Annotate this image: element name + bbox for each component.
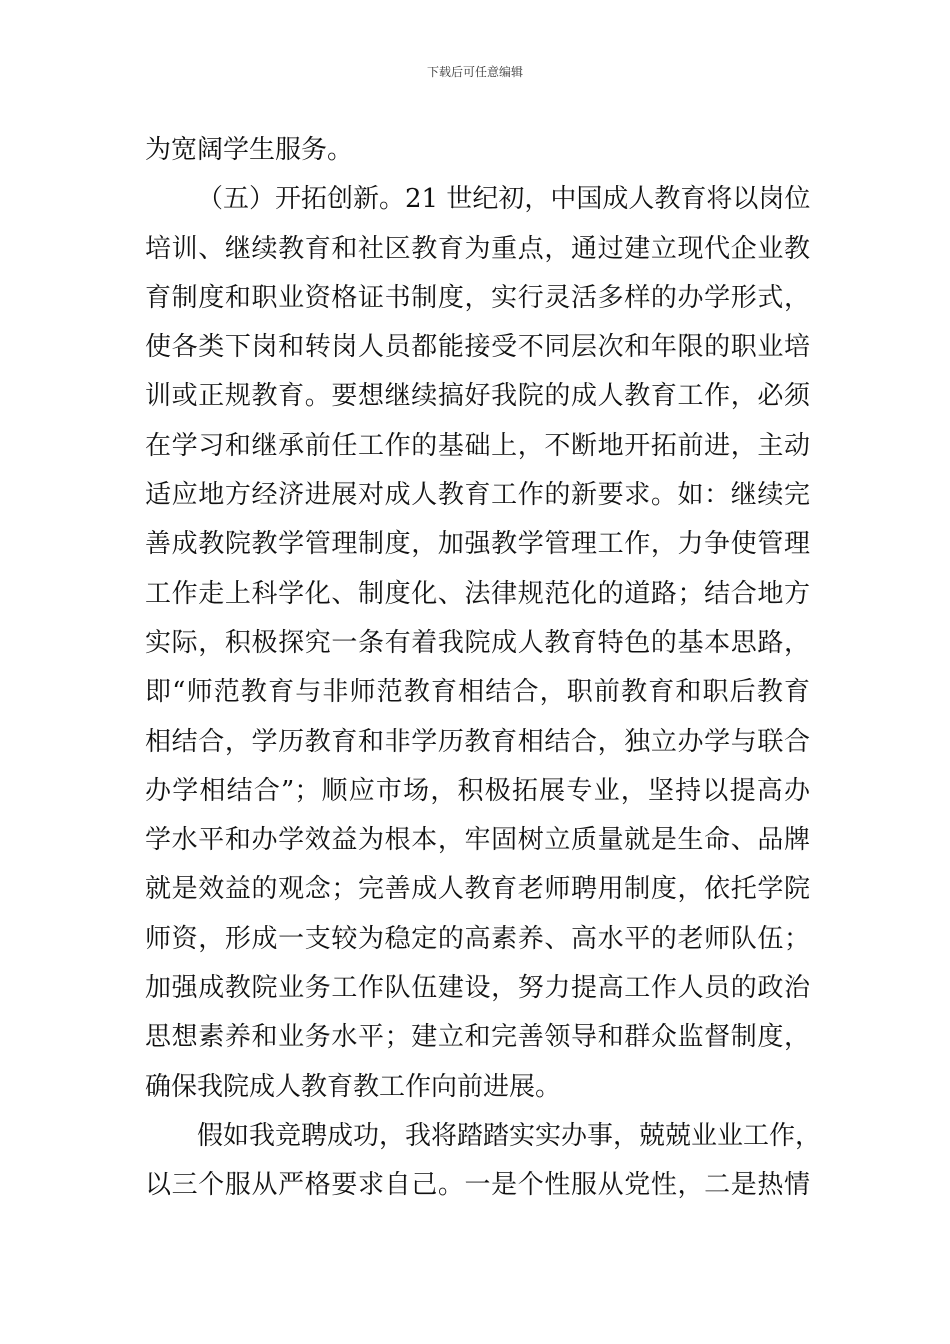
text-line: 思想素养和业务水平；建立和完善领导和群众监督制度， (145, 1022, 810, 1053)
text-line: 就是效益的观念；完善成人教育老师聘用制度，依托学院 (145, 874, 810, 905)
text-line: 为宽阔学生服务。 (145, 135, 354, 165)
text-line: 培训、继续教育和社区教育为重点，通过建立现代企业教 (145, 233, 810, 264)
text-line: 加强成教院业务工作队伍建设，努力提高工作人员的政治 (145, 973, 810, 1004)
text-line: 师资，形成一支较为稳定的高素养、高水平的老师队伍； (145, 923, 810, 954)
text-line: 学水平和办学效益为根本，牢固树立质量就是生命、品牌 (145, 825, 810, 856)
page-header: 下载后可任意编辑 (426, 65, 523, 79)
text-line: 以三个服从严格要求自己。一是个性服从党性，二是热情 (145, 1170, 810, 1201)
text-line: 确保我院成人教育教工作向前进展。 (145, 1071, 562, 1102)
text-line: 育制度和职业资格证书制度，实行灵活多样的办学形式， (145, 282, 810, 313)
text-line: 假如我竞聘成功，我将踏踏实实办事，兢兢业业工作， (197, 1120, 822, 1151)
text-line: 实际，积极探究一条有着我院成人教育特色的基本思路， (145, 627, 810, 658)
text-line: （五）开拓创新。21 世纪初，中国成人教育将以岗位 (197, 184, 811, 215)
text-line: 工作走上科学化、制度化、法律规范化的道路；结合地方 (145, 578, 810, 609)
document-body (145, 126, 822, 1211)
text-line: 善成教院教学管理制度，加强教学管理工作，力争使管理 (145, 529, 810, 560)
text-line: 在学习和继承前任工作的基础上，不断地开拓前进，主动 (145, 430, 810, 461)
text-line: 相结合，学历教育和非学历教育相结合，独立办学与联合 (145, 726, 810, 757)
text-line: 使各类下岗和转岗人员都能接受不同层次和年限的职业培 (145, 332, 810, 363)
text-line: 办学相结合”；顺应市场，积极拓展专业，坚持以提高办 (145, 775, 810, 806)
text-line: 即“师范教育与非师范教育相结合，职前教育和职后教育 (145, 677, 810, 708)
text-line: 训或正规教育。要想继续搞好我院的成人教育工作，必须 (145, 381, 810, 412)
text-line: 适应地方经济进展对成人教育工作的新要求。如：继续完 (145, 480, 810, 511)
